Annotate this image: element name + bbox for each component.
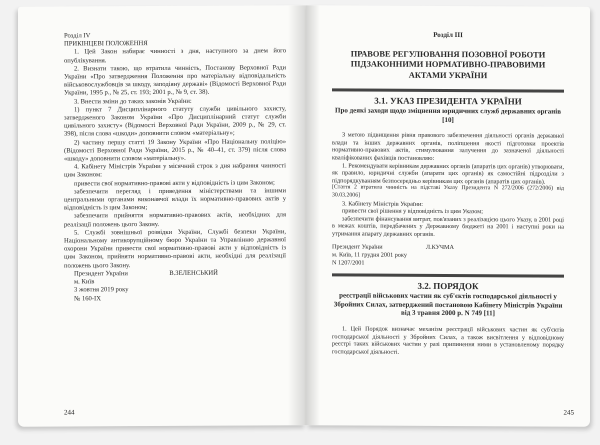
paragraph: 2) частину першу статті 19 Закону України «Про Національну поліцію» (Відомості Верховної Ради України, 2015 р., № 40–41, ст. 379) після слова «шкоду» доповнити словом «матеріальну». bbox=[64, 137, 286, 163]
paragraph: 2. Визнати такою, що втратила чинність, Постанову Верховної Ради України «Про затвердження Положення про матеріальну відповідальність військовослужбовців за шкоду, заподіяну державі» (Відомості Верховної Ради України, 1995 р., № 25, ст. 193; 2001 р., № 9, ст. 38). bbox=[64, 64, 286, 97]
subsection-number: 3.1. УКАЗ ПРЕЗИДЕНТА УКРАЇНИ bbox=[374, 95, 522, 107]
sign-name: В.ЗЕЛЕНСЬКИЙ bbox=[169, 269, 218, 277]
subsection-title: реєстрації військових частин як суб'єктів господарської діяльності у Збройних Силах, затверджений постановою Кабінету Міністрів України від 3 травня 2000 р. N 749 [11] bbox=[333, 291, 563, 318]
left-page-text bbox=[64, 31, 286, 303]
paragraph: забезпечити прийняття нормативно-правових актів, необхідних для реалізації положень цього Закону. bbox=[64, 211, 286, 229]
section-label: Розділ IV bbox=[64, 32, 91, 40]
sign-role: Президент України bbox=[74, 270, 128, 278]
divider bbox=[332, 88, 564, 92]
city: м. Київ bbox=[74, 278, 95, 286]
date: 3 жовтня 2019 року bbox=[74, 286, 129, 294]
paragraph: привести свої нормативно-правові акти у відповідність із цим Законом; bbox=[74, 179, 275, 188]
divider bbox=[332, 274, 564, 278]
paragraph: забезпечити фінансування витрат, пов'язаних з реалізацією цього Указу, в 2001 році в межах коштів, передбачених у Державному бюджеті на 2001 і наступні роки на утримання апарату державних органів. bbox=[332, 215, 564, 238]
section-label: Розділ III bbox=[433, 30, 463, 40]
doc-number: N 1207/2001 bbox=[332, 259, 365, 267]
section-heading: ПРИКІНЦЕВІ ПОЛОЖЕННЯ bbox=[64, 40, 148, 48]
paragraph: привести свої рішення у відповідність із цим Указом; bbox=[342, 207, 483, 216]
open-book bbox=[18, 6, 590, 438]
paragraph: 3. Внести зміни до таких законів України: bbox=[74, 97, 192, 106]
city-date: м. Київ, 11 грудня 2001 року bbox=[332, 251, 407, 259]
sign-name: Л.КУЧМА bbox=[425, 244, 454, 252]
paragraph: 1. Рекомендувати керівникам державних органів (апаратів цих органів) утворювати, як правило, юридичні служби (апарати цих органів) як самостійні підрозділи з підпорядкуванням безпосередньо керівникам цих органів (апаратів цих органів). bbox=[332, 161, 564, 186]
paragraph: 3. Кабінету Міністрів України: bbox=[342, 199, 423, 208]
right-page bbox=[306, 5, 590, 426]
page-number-left: 244 bbox=[64, 408, 75, 417]
chapter-title: ПРАВОВЕ РЕГУЛЮВАННЯ ПОЗОВНОЇ РОБОТИ ПІДЗАКОННИМИ НОРМАТИВНО-ПРАВОВИМИ АКТАМИ УКРАЇНИ bbox=[350, 49, 546, 81]
subsection-title: Про деякі заходи щодо зміцнення юридичних служб державних органів [10] bbox=[335, 106, 561, 124]
paragraph: 1. Цей Порядок визначає механізм реєстрації військових частин як суб'єктів господарської діяльності у Збройних Силах, а також висвітлення у відповідному реєстрі таких військових частин у разі припинення ними в установленому порядку господарської діяльності. bbox=[332, 325, 564, 356]
paragraph: 1) пункт 7 Дисциплінарного статуту служби цивільного захисту, затвердженого Законом України «Про Дисциплінарний статут служби цивільного захисту» (Відомості Верховної Ради України, 2009 р., № 29, ст. 398), після слова «шкоди» доповнити словом «матеріальну»; bbox=[64, 105, 286, 138]
paragraph: 5. Службі зовнішньої розвідки України, Службі безпеки України, Національному антикорупційному бюро України та Управлінню державної охорони України привести свої нормативно-правові акти у відповідність із цим Законом, прийняти нормативно-правові акти, необхідні для реалізації положень цього Закону. bbox=[64, 228, 286, 270]
paragraph: 4. Кабінету Міністрів України у місячний строк з дня набрання чинності цим Законом: bbox=[64, 162, 286, 179]
subsection-number: 3.2. ПОРЯДОК bbox=[417, 281, 479, 292]
doc-number: № 160-IX bbox=[74, 294, 101, 302]
paragraph: забезпечити перегляд і приведення міністерствами та іншими центральними органами виконавчої влади їх нормативно-правових актів у відповідність із цим Законом; bbox=[64, 187, 286, 212]
sign-role: Президент України bbox=[332, 243, 383, 252]
right-page-text bbox=[332, 31, 564, 357]
bracket-note: [Стаття 2 втратила чинність на підставі Указу Президента N 272/2006 (272/2006) від 30.03.2006] bbox=[332, 184, 564, 199]
page-number-right: 245 bbox=[563, 408, 574, 417]
paragraph: 1. Цей Закон набирає чинності з дня, наступного за днем його опублікування. bbox=[64, 47, 286, 65]
left-page bbox=[18, 5, 306, 427]
paragraph: З метою підвищення рівня правового забезпечення діяльності органів державної влади та інших державних органів, поліпшення якості підготовки проектів нормативно-правових актів, стимулювання залучення до зазначеної діяльності кваліфікованих фахівців постановляю: bbox=[332, 131, 564, 162]
